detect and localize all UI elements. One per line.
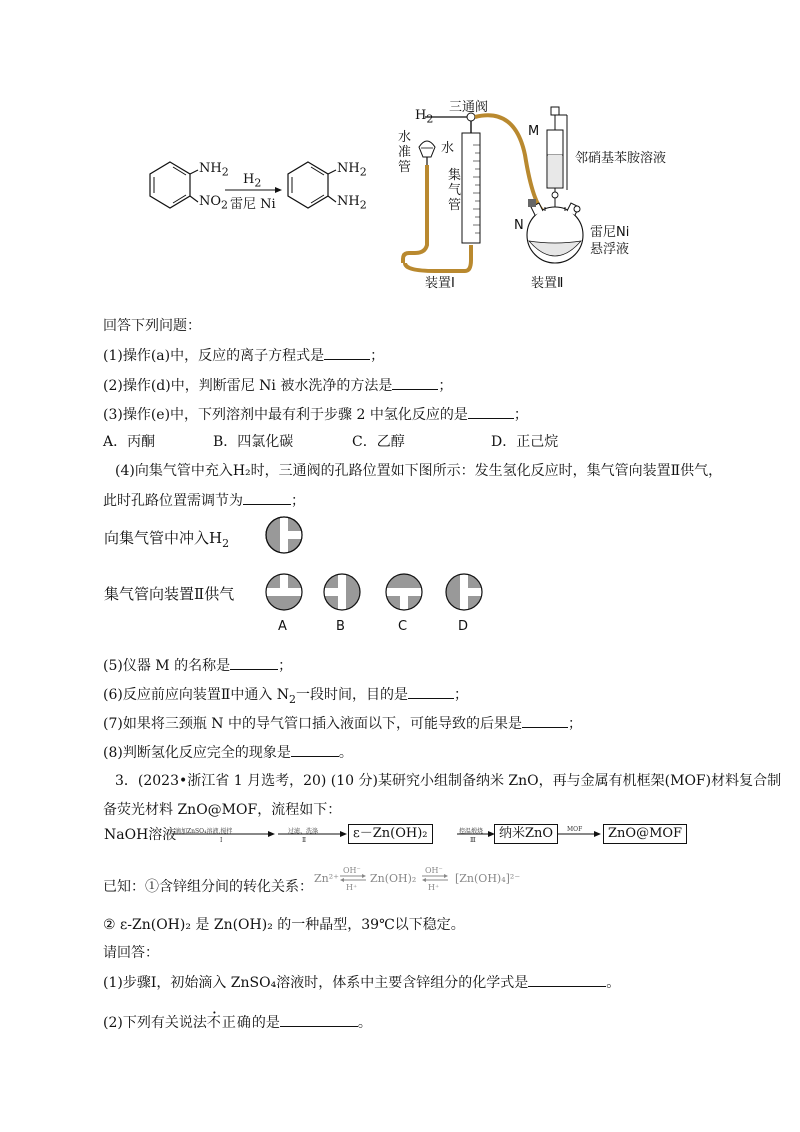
known-zn-ion: Zn²⁺ [314,872,339,885]
question-2: (2)操作(d)中，判断雷尼 Ni 被水洗净的方法是 ； [103,375,452,396]
problem3-q2: (2)下列有关说法不正确的是 。 [103,1012,372,1033]
question-1: (1)操作(a)中，反应的离子方程式是 ； [103,345,384,366]
answer-blank[interactable] [522,713,568,728]
valve-option-d[interactable] [444,572,484,612]
arrow-bottom-catalyst: 雷尼 Ni [230,197,276,212]
questions-intro: 回答下列问题： [103,318,201,334]
valve-letter-a: A [278,619,287,634]
problem3-line2: 备荧光材料 ZnO@MOF，流程如下： [103,802,342,818]
reaction-scheme [140,150,370,230]
n-label: N [514,218,524,233]
valve-row1-label: 向集气管中冲入$H_2$ [104,529,230,550]
device1-caption: 装置Ⅰ [425,276,455,291]
flow-step1-top: 滴加ZnSO₄溶液,搅拌 [175,828,233,835]
question-5: (5)仪器 M 的名称是 ； [103,655,292,676]
valve-row2-label: 集气管向装置Ⅱ供气 [104,585,235,603]
question-7: (7)如果将三颈瓶 N 中的导气管口插入液面以下，可能导致的后果是 ； [103,713,582,734]
level-tube-funnel [419,141,435,157]
question-4-line2: 此时孔路位置需调节为 ； [103,490,305,511]
flow-step3-bottom: Ⅲ [470,837,476,844]
answer-blank[interactable] [291,742,339,757]
emphasis-not-correct: 不正确 [206,1015,252,1031]
answer-blank[interactable] [324,345,370,360]
valve-letter-c: C [398,619,408,634]
valve-option-b[interactable] [322,572,362,612]
level-tube-label: 水准管 [398,130,412,175]
valve-current-position [264,515,304,555]
reactant-nh2: $NH_2$ [199,161,229,179]
q3-option-c[interactable]: C．乙醇 [352,434,405,450]
reactant-benzene-ring [150,162,190,208]
flow-step2-top: 过滤、洗涤 [288,828,319,835]
reactant-no2: $NO_2$ [199,194,229,212]
question-6: (6)反应前应向装置Ⅱ中通入 $N_2$一段时间，目的是 ； [103,684,468,710]
rubber-tube-left [403,165,427,263]
problem3-q1: (1)步骤Ⅰ，初始滴入 ZnSO₄溶液时，体系中主要含锌组分的化学式是 。 [103,972,620,993]
known-arrow1-bottom: H⁺ [346,883,358,892]
valve-label: 三通阀 [449,100,489,115]
catalyst-label-2: 悬浮液 [590,242,630,257]
q3-option-a[interactable]: A．丙酮 [103,434,156,450]
catalyst-label-1: 雷尼Ni [590,225,630,240]
water-label: 水 [441,141,455,156]
answer-blank[interactable] [528,972,606,987]
known-zincate: [Zn(OH)₄]²⁻ [455,872,521,885]
known-arrow2-top: OH⁻ [425,866,443,875]
answer-blank[interactable] [392,375,438,390]
question-3: (3)操作(e)中，下列溶剂中最有利于步骤 2 中氢化反应的是 ； [103,404,528,425]
solution-label: 邻硝基苯胺溶液 [575,151,667,166]
answer-blank[interactable] [230,655,278,670]
product-nh2-top: $NH_2$ [337,161,367,179]
answer-blank[interactable] [468,404,514,419]
flow-step4-top: MOF [567,826,583,833]
problem3-line1: 3．(2023•浙江省 1 月选考，20) (10 分)某研究小组制备纳米 ZnO，再与金属有机框架(MOF)材料复合制 [115,773,782,789]
gas-tube-label: 集气管 [448,168,462,213]
known-arrow1-top: OH⁻ [343,866,361,875]
device2-caption: 装置Ⅱ [531,276,564,291]
known-label: 已知：①含锌组分间的转化关系： [103,879,313,895]
flow-box-epsilon-zn-oh2: ε－Zn(OH)₂ [348,824,433,844]
please-answer: 请回答： [103,945,159,961]
question-8: (8)判断氢化反应完全的现象是 。 [103,742,353,763]
valve-letter-d: D [458,619,469,634]
flow-step3-top: 控温煅烧 [459,828,484,835]
h2-inlet-label: $H_2$ [415,108,434,126]
flow-start: NaOH溶液 [104,827,177,843]
answer-blank[interactable] [280,1012,358,1027]
known-arrow2-bottom: H⁺ [428,883,440,892]
known-2: ② ε-Zn(OH)₂ 是 Zn(OH)₂ 的一种晶型，39℃以下稳定。 [103,917,465,933]
q3-option-b[interactable]: B．四氯化碳 [213,434,294,450]
valve-option-c[interactable] [384,572,424,612]
flow-step2-bottom: Ⅱ [302,837,307,844]
m-label: M [528,124,540,139]
valve-option-a[interactable] [264,572,304,612]
arrow-top-h2: $H_2$ [243,172,262,190]
valve-letter-b: B [336,619,345,634]
flow-box-nano-zno: 纳米ZnO [494,824,558,844]
flow-box-zno-mof: ZnO@MOF [603,824,687,844]
q3-option-d[interactable]: D．正己烷 [491,434,559,450]
question-4-line1: (4)向集气管中充入H₂时，三通阀的孔路位置如下图所示：发生氢化反应时，集气管向装置Ⅱ供气， [115,463,723,479]
known-zn-oh2: Zn(OH)₂ [370,872,417,885]
product-nh2-bottom: $NH_2$ [337,194,367,212]
product-benzene-ring [288,162,328,208]
answer-blank[interactable] [243,490,291,505]
flow-step1-bottom: Ⅰ [220,837,223,844]
gas-collecting-tube [462,133,480,243]
answer-blank[interactable] [408,684,454,699]
